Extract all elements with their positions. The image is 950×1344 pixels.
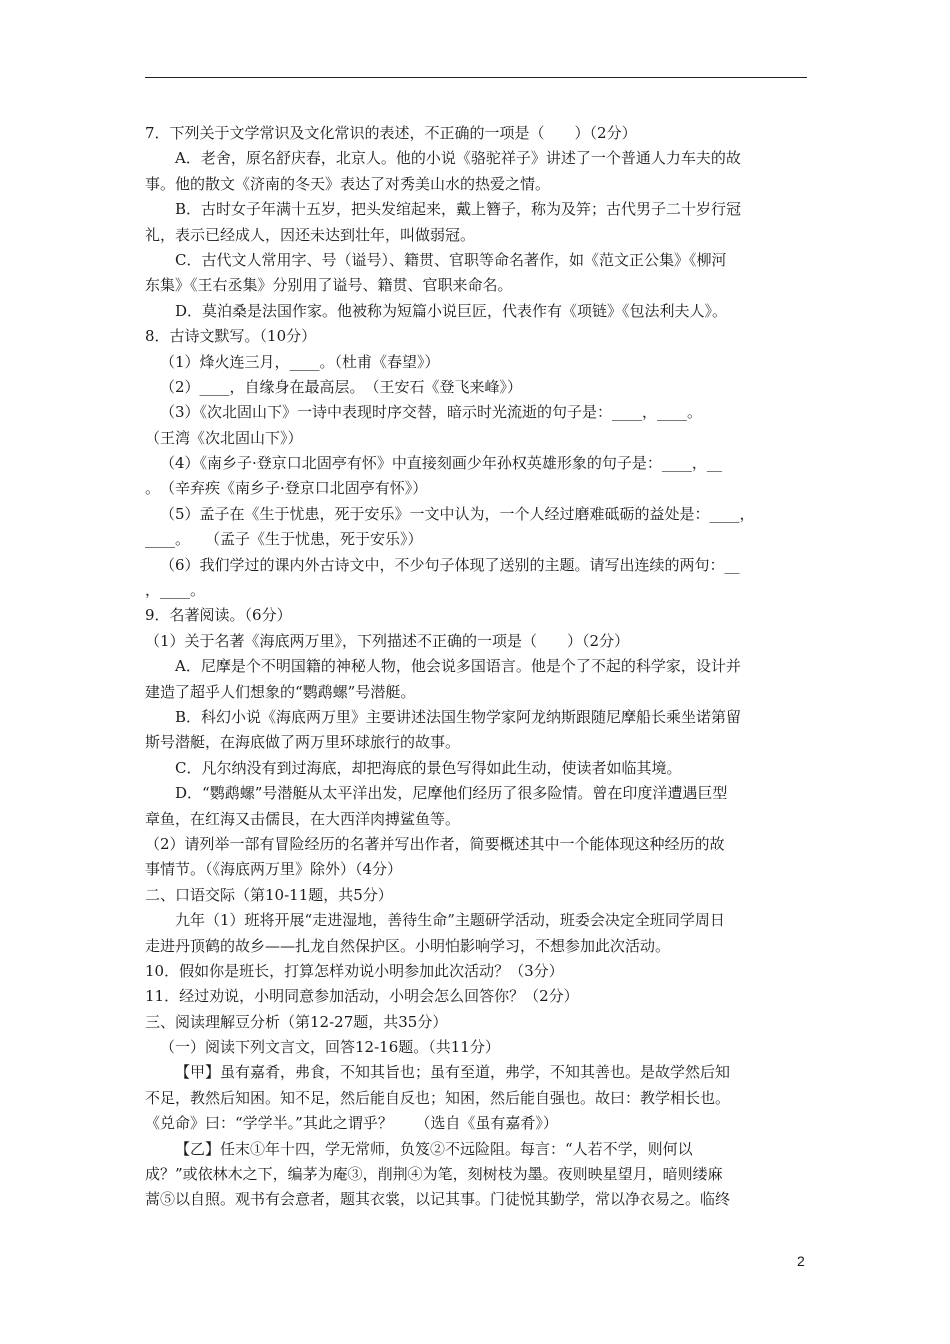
section-2-heading: 二、口语交际（第10-11题，共5分） xyxy=(145,885,393,904)
question-9-stem: 9．名著阅读。（6分） xyxy=(145,606,292,625)
q9-part-2-cont: 事情节。（《海底两万里》除外）（4分） xyxy=(145,860,403,879)
q7-option-c-cont: 东集》《王右丞集》分别用了谥号、籍贯、官职来命名。 xyxy=(145,276,513,295)
q7-option-b-cont: 礼，表示已经成人，因还未达到壮年，叫做弱冠。 xyxy=(145,225,476,244)
section-2-intro-cont: 走进丹顶鹤的故乡——扎龙自然保护区。小明怕影响学习，不想参加此次活动。 xyxy=(145,936,671,955)
q9-option-d-cont: 章鱼，在红海又击儒艮，在大西洋肉搏鲨鱼等。 xyxy=(145,809,461,828)
question-7-stem: 7．下列关于文学常识及文化常识的表述，不正确的一项是（ ）（2分） xyxy=(145,124,637,142)
q8-item-5: （5）孟子在《生于忧患，死于安乐》一文中认为，一个人经过磨难砥砺的益处是：____， xyxy=(160,504,755,523)
passage-yi-cont-2: 蒿⑤以自照。观书有会意者，题其衣裳，以记其事。门徒悦其勤学，常以净衣易之。临终 xyxy=(145,1190,731,1209)
q9-option-b: B．科幻小说《海底两万里》主要讲述法国生物学家阿龙纳斯跟随尼摩船长乘坐诺第留 xyxy=(175,707,742,726)
q8-item-4-cont: 。 （辛弃疾《南乡子·登京口北固亭有怀》） xyxy=(145,479,428,498)
question-10: 10．假如你是班长，打算怎样劝说小明参加此次活动？（3分） xyxy=(145,961,564,980)
subsection-1-heading: （一）阅读下列文言文，回答12-16题。（共11分） xyxy=(160,1038,500,1057)
q8-item-1: （1）烽火连三月，____。（杜甫《春望》） xyxy=(160,352,440,371)
q7-option-a: A．老舍，原名舒庆春，北京人。他的小说《骆驼祥子》讲述了一个普通人力车夫的故 xyxy=(175,149,741,168)
q7-option-b: B．古时女子年满十五岁，把头发绾起来，戴上簪子，称为及笄；古代男子二十岁行冠 xyxy=(175,200,742,219)
q8-item-2: （2）____，自缘身在最高层。 （王安石《登飞来峰》） xyxy=(160,377,523,396)
q9-part-2: （2）请列举一部有冒险经历的名著并写出作者，简要概述其中一个能体现这种经历的故 xyxy=(145,834,725,853)
q7-option-c: C．古代文人常用字、号（谥号）、籍贯、官职等命名著作，如《范文正公集》《柳河 xyxy=(175,250,727,269)
q7-option-a-cont: 事。他的散文《济南的冬天》表达了对秀美山水的热爱之情。 xyxy=(145,174,551,193)
q8-item-6-cont: ，____。 xyxy=(145,581,206,600)
passage-yi-cont-1: 成？”或依林木之下，编茅为庵③，削荆④为笔，刻树枝为墨。夜则映星望月，暗则缕麻 xyxy=(145,1165,723,1184)
section-3-heading: 三、阅读理解豆分析（第12-27题，共35分） xyxy=(145,1012,448,1031)
header-rule xyxy=(145,77,807,78)
question-8-stem: 8．古诗文默写。（10分） xyxy=(145,327,317,346)
section-2-intro: 九年（1）班将开展“走进湿地，善待生命”主题研学活动，班委会决定全班同学周日 xyxy=(175,911,725,930)
passage-jia-cont-2: 《兑命》曰：“学学半。”其此之谓乎？ （选自《虽有嘉肴》） xyxy=(145,1114,558,1133)
passage-yi: 【乙】任末①年十四，学无常师，负笈②不远险阻。每言：“人若不学，则何以 xyxy=(175,1139,693,1158)
q8-item-3-cont: （王湾《次北固山下》） xyxy=(145,428,303,447)
q9-option-d: D．“鹦鹉螺”号潜艇从太平洋出发，尼摩他们经历了很多险情。曾在印度洋遭遇巨型 xyxy=(175,784,728,803)
q8-item-5-cont: ____。 （孟子《生于忧患，死于安乐》） xyxy=(145,530,423,549)
q9-option-a: A．尼摩是个不明国籍的神秘人物，他会说多国语言。他是个了不起的科学家，设计并 xyxy=(175,657,741,676)
document-body xyxy=(145,121,815,1213)
q9-option-b-cont: 斯号潜艇，在海底做了两万里环球旅行的故事。 xyxy=(145,733,461,752)
question-11: 11．经过劝说，小明同意参加活动，小明会怎么回答你？（2分） xyxy=(145,987,579,1006)
passage-jia: 【甲】虽有嘉肴，弗食，不知其旨也；虽有至道，弗学，不知其善也。是故学然后知 xyxy=(175,1063,731,1082)
page-number: 2 xyxy=(797,1253,805,1269)
q8-item-3: （3）《次北固山下》一诗中表现时序交替，暗示时光流逝的句子是：____，____。 xyxy=(160,403,703,422)
q8-item-4: （4）《南乡子·登京口北固亭有怀》中直接刻画少年孙权英雄形象的句子是：____，__ xyxy=(160,454,722,473)
passage-jia-cont-1: 不足，教然后知困。知不足，然后能自反也；知困，然后能自强也。故曰：教学相长也。 xyxy=(145,1088,731,1107)
q7-option-d: D．莫泊桑是法国作家。他被称为短篇小说巨匠，代表作有《项链》《包法利夫人》。 xyxy=(175,301,728,320)
q8-item-6: （6）我们学过的课内外古诗文中，不少句子体现了送别的主题。请写出连续的两句：__ xyxy=(160,555,740,574)
q9-option-c: C．凡尔纳没有到过海底，却把海底的景色写得如此生动，使读者如临其境。 xyxy=(175,758,682,777)
q9-part-1: （1）关于名著《海底两万里》，下列描述不正确的一项是（ ）（2分） xyxy=(145,631,630,650)
q9-option-a-cont: 建造了超乎人们想象的“鹦鹉螺”号潜艇。 xyxy=(145,682,416,701)
